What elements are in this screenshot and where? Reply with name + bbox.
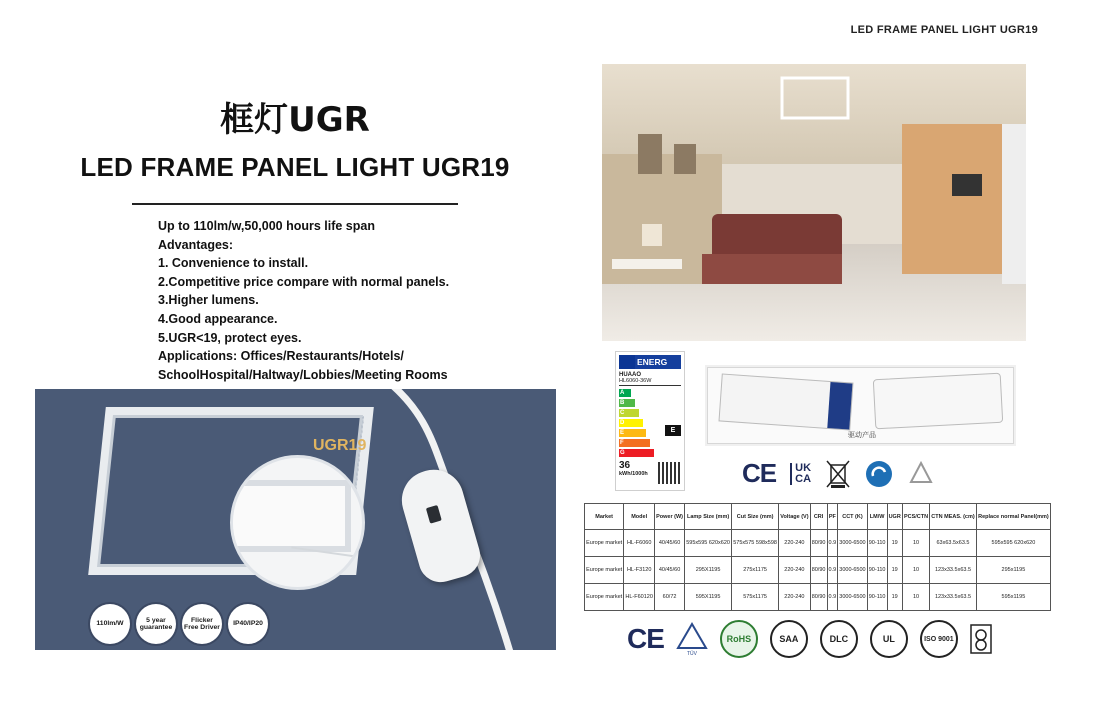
ukca-mark-icon: UK CA — [790, 463, 811, 485]
title-divider — [132, 203, 458, 205]
room-photo — [602, 64, 1026, 341]
feature-badges — [90, 604, 268, 644]
feature-list — [158, 217, 449, 384]
feature-line: 3.Higher lumens. — [158, 293, 259, 308]
table-cell: 3000-6500 — [838, 530, 867, 557]
spec-table-header-cell: Power (W) — [655, 504, 685, 530]
energy-class-bar: C — [619, 409, 639, 417]
badge-ip-rating: IP40/IP20 — [228, 604, 268, 644]
badge-efficacy: 110lm/W — [90, 604, 130, 644]
table-cell: 575x575 598x598 — [732, 530, 779, 557]
page-title-cn: 框灯UGR — [220, 100, 370, 140]
spec-table-header-cell: Replace normal Panel(mm) — [976, 504, 1050, 530]
table-cell: 0.9 — [827, 530, 838, 557]
table-cell: 10 — [902, 530, 929, 557]
zoom-frame-corner — [233, 480, 351, 552]
feature-line: 1. Convenience to install. — [158, 256, 309, 271]
table-cell: 80/90 — [810, 584, 827, 611]
table-cell: 595x595 620x620 — [685, 530, 732, 557]
energy-class-bar: F — [619, 439, 650, 447]
table-cell: 90-110 — [867, 584, 887, 611]
table-cell: 220-240 — [779, 584, 811, 611]
table-cell: Europe market — [585, 530, 624, 557]
energy-class-scale — [619, 389, 681, 459]
driver-unit-b — [873, 373, 1003, 430]
table-cell: 220-240 — [779, 557, 811, 584]
driver-switch — [426, 505, 442, 524]
feature-line: 2.Competitive price compare with normal panels. — [158, 274, 450, 289]
spec-table-header-cell: Model — [624, 504, 655, 530]
table-cell: 123x33.5x63.5 — [930, 557, 977, 584]
energy-kwh-unit: kWh/1000h — [619, 471, 648, 477]
table-cell: 3000-6500 — [838, 584, 867, 611]
feature-line: Up to 110lm/w,50,000 hours life span — [158, 219, 375, 233]
energy-class-bar: G — [619, 449, 654, 457]
spec-table-header-cell: Lamp Size (mm) — [685, 504, 732, 530]
driver-unit-a — [718, 373, 853, 430]
spec-table-header-cell: Market — [585, 504, 624, 530]
table-cell: 123x33.5x63.5 — [930, 584, 977, 611]
energy-label-model: HL6060-36W — [619, 378, 681, 386]
room-illustration — [602, 64, 1026, 341]
dlc-icon: DLC — [820, 620, 858, 658]
energy-rating-arrow: E — [665, 425, 681, 436]
feature-line: Applications: Offices/Restaurants/Hotels/ — [158, 349, 404, 364]
enec-icon — [970, 624, 992, 654]
table-cell: HL-F60120 — [624, 584, 655, 611]
table-cell: HL-F6060 — [624, 530, 655, 557]
table-cell: 220-240 — [779, 530, 811, 557]
badge-flicker-free: Flicker Free Driver — [182, 604, 222, 644]
feature-line: SchoolHospital/Haltway/Lobbies/Meeting Rooms — [158, 367, 448, 382]
tuv-rheinland-icon — [676, 622, 708, 656]
ugr-label: UGR19 — [313, 437, 367, 454]
table-row — [585, 530, 1051, 557]
driver-unit-a-label — [827, 382, 852, 429]
ul-icon: UL — [870, 620, 908, 658]
cert-row-bottom — [627, 620, 992, 658]
table-row — [585, 557, 1051, 584]
table-cell: 19 — [887, 530, 902, 557]
iso-9001-icon: ISO 9001 — [920, 620, 958, 658]
driver-caption: 驱动产品 — [848, 431, 876, 439]
energy-class-bar: D — [619, 419, 643, 427]
zoom-detail-circle — [230, 455, 365, 590]
table-cell: 595x1195 — [976, 584, 1050, 611]
svg-text:TÜV: TÜV — [686, 651, 697, 656]
table-cell: Europe market — [585, 557, 624, 584]
energy-label-brand: HUAAO — [619, 372, 641, 378]
feature-line: 5.UGR<19, protect eyes. — [158, 330, 302, 345]
table-cell: 19 — [887, 584, 902, 611]
qr-code-icon — [658, 462, 680, 484]
table-cell: Europe market — [585, 584, 624, 611]
table-cell: 295x1195 — [976, 557, 1050, 584]
energy-label — [615, 351, 685, 491]
ce-mark-icon: CE — [742, 458, 777, 488]
table-cell: 10 — [902, 557, 929, 584]
energy-class-bar: A — [619, 389, 631, 397]
energy-kwh-value: 36 — [619, 460, 631, 471]
table-cell: 10 — [902, 584, 929, 611]
spec-table-header-row — [585, 504, 1051, 530]
energy-label-title: ENERG — [637, 357, 668, 367]
table-cell: 595X1195 — [685, 584, 732, 611]
table-cell: 19 — [887, 557, 902, 584]
spec-table-header-cell: CCT (K) — [838, 504, 867, 530]
table-cell: 40/45/60 — [655, 557, 685, 584]
table-cell: 60/72 — [655, 584, 685, 611]
spec-table-header-cell: PF — [827, 504, 838, 530]
weee-bin-icon — [825, 459, 851, 489]
product-photo — [35, 389, 556, 650]
spec-table-header-cell: PCS/CTN — [902, 504, 929, 530]
energy-class-bar: B — [619, 399, 635, 407]
spec-table-header-cell: Cut Size (mm) — [732, 504, 779, 530]
feature-line: Advantages: — [158, 237, 234, 252]
table-cell: 595x595 620x620 — [976, 530, 1050, 557]
table-cell: 80/90 — [810, 557, 827, 584]
recycle-blue-icon — [865, 460, 893, 488]
header-tag: LED FRAME PANEL LIGHT UGR19 — [850, 24, 1038, 36]
table-cell: 63x63.5x63.5 — [930, 530, 977, 557]
energy-class-bar: E — [619, 429, 646, 437]
spec-table-header-cell: CTN MEAS. (cm) — [930, 504, 977, 530]
cert-row-top — [742, 458, 935, 489]
table-cell: 275x1175 — [732, 557, 779, 584]
feature-line: 4.Good appearance. — [158, 311, 278, 326]
spec-table-header-cell: Voltage (V) — [779, 504, 811, 530]
table-cell: 295X1195 — [685, 557, 732, 584]
saa-icon: SAA — [770, 620, 808, 658]
table-cell: 80/90 — [810, 530, 827, 557]
energy-label-header — [619, 355, 681, 369]
rohs-icon: RoHS — [720, 620, 758, 658]
eu-flag-icon — [619, 355, 635, 369]
table-cell: 40/45/60 — [655, 530, 685, 557]
ce-mark-icon: CE — [627, 623, 664, 654]
driver-photo — [707, 367, 1014, 444]
table-cell: 3000-6500 — [838, 557, 867, 584]
table-cell: HL-F3120 — [624, 557, 655, 584]
recycle-icon — [907, 460, 935, 488]
page-title-en: LED FRAME PANEL LIGHT UGR19 — [80, 152, 510, 182]
table-cell: 575x1175 — [732, 584, 779, 611]
table-cell: 0.9 — [827, 584, 838, 611]
table-cell: 0.9 — [827, 557, 838, 584]
badge-guarantee: 5 year guarantee — [136, 604, 176, 644]
spec-table — [584, 503, 1051, 611]
spec-table-header-cell: UGR — [887, 504, 902, 530]
spec-table-header-cell: LM/W — [867, 504, 887, 530]
table-cell: 90-110 — [867, 557, 887, 584]
spec-table-header-cell: CRI — [810, 504, 827, 530]
table-cell: 90-110 — [867, 530, 887, 557]
table-row — [585, 584, 1051, 611]
